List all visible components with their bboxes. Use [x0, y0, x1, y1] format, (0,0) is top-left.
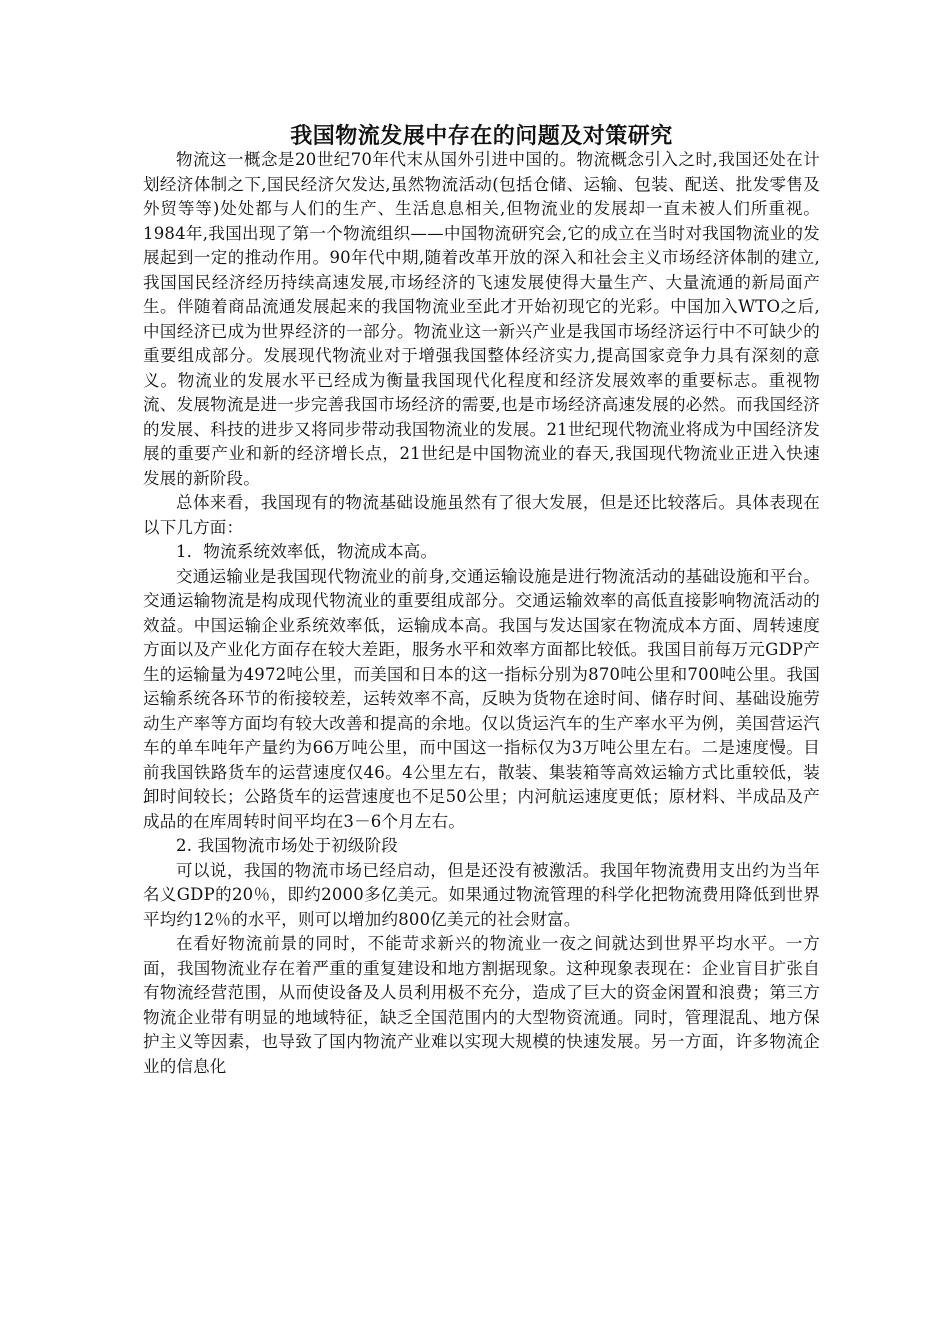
paragraph-intro: 物流这一概念是20世纪70年代末从国外引进中国的。物流概念引入之时,我国还处在计划经济体制之下,国民经济欠发达,虽然物流活动(包括仓储、运输、包装、配送、批发零售及外贸等等)处处都与人们的生产、生活息息相关,但物流业的发展却一直未被人们所重视。1984年,我国出现了第一个物流组织——中国物流研究会,它的成立在当时对我国物流业的发展起到一定的推动作用。90年代中期,随着改革开放的深入和社会主义市场经济体制的建立,我国国民经济经历持续高速发展,市场经济的飞速发展使得大量生产、大量流通的新局面产生。伴随着商品流通发展起来的我国物流业至此才开始初现它的光彩。中国加入WTO之后,中国经济已成为世界经济的一部分。物流业这一新兴产业是我国市场经济运行中不可缺少的重要组成部分。发展现代物流业对于增强我国整体经济实力,提高国家竞争力具有深刻的意义。物流业的发展水平已经成为衡量我国现代化程度和经济发展效率的重要标志。重视物流、发展物流是进一步完善我国市场经济的需要,也是市场经济高速发展的必然。而我国经济的发展、科技的进步又将同步带动我国物流业的发展。21世纪现代物流业将成为中国经济发展的重要产业和新的经济增长点，21世纪是中国物流业的春天,我国现代物流业正进入快速发展的新阶段。	[143, 150, 820, 488]
section-heading-1: 1．物流系统效率低，物流成本高。	[176, 542, 438, 561]
document-body	[143, 148, 820, 1079]
paragraph-transport: 交通运输业是我国现代物流业的前身,交通运输设施是进行物流活动的基础设施和平台。交通运输物流是构成现代物流业的重要组成部分。交通运输效率的高低直接影响物流活动的效益。中国运输企业系统效率低，运输成本高。我国与发达国家在物流成本方面、周转速度方面以及产业化方面存在较大差距，服务水平和效率方面都比较低。我国目前每万元GDP产生的运输量为4972吨公里，而美国和日本的这一指标分别为870吨公里和700吨公里。我国运输系统各环节的衔接较差，运转效率不高，反映为货物在途时间、储存时间、基础设施劳动生产率等方面均有较大改善和提高的余地。仅以货运汽车的生产率水平为例，美国营运汽车的单车吨年产量约为66万吨公里，而中国这一指标仅为3万吨公里左右。二是速度慢。目前我国铁路货车的运营速度仅46。4公里左右，散装、集装箱等高效运输方式比重较低，装卸时间较长；公路货车的运营速度也不足50公里；内河航运速度更低；原材料、半成品及产成品的在库周转时间平均在3－6个月左右。	[143, 566, 820, 831]
paragraph-market: 可以说，我国的物流市场已经启动，但是还没有被激活。我国年物流费用支出约为当年名义GDP的20％，即约2000多亿美元。如果通过物流管理的科学化把物流费用降低到世界平均约12％的水平，则可以增加约800亿美元的社会财富。	[143, 860, 820, 929]
paragraph-outlook: 在看好物流前景的同时，不能苛求新兴的物流业一夜之间就达到世界平均水平。一方面，我国物流业存在着严重的重复建设和地方割据现象。这种现象表现在：企业盲目扩张自有物流经营范围，从而使设备及人员利用极不充分，造成了巨大的资金闲置和浪费；第三方物流企业带有明显的地域特征，缺乏全国范围内的大型物资流通。同时，管理混乱、地方保护主义等因素，也导致了国内物流产业难以实现大规模的快速发展。另一方面，许多物流企业的信息化	[143, 934, 820, 1076]
section-heading-2: 2. 我国物流市场处于初级阶段	[176, 836, 398, 855]
document-title: 我国物流发展中存在的问题及对策研究	[290, 123, 673, 149]
paragraph-overview: 总体来看，我国现有的物流基础设施虽然有了很大发展，但是还比较落后。具体表现在以下几方面：	[143, 493, 820, 537]
